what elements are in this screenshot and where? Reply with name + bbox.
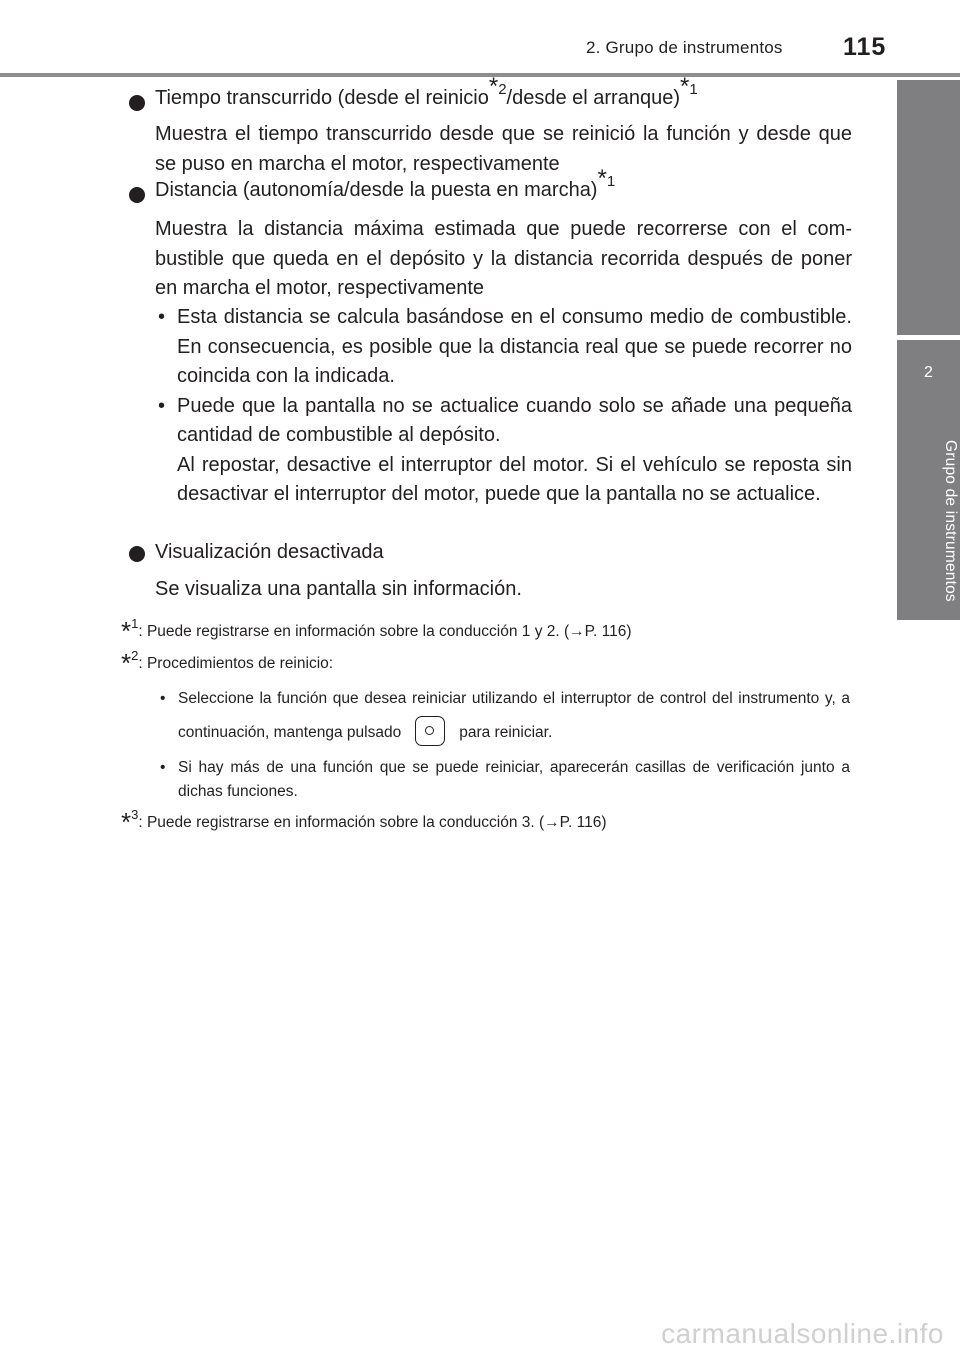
section-title: 2. Grupo de instrumentos [586,38,783,57]
watermark: carmanualsonline.info [661,1318,944,1349]
bullet-icon: • [158,306,166,328]
item-heading: Tiempo transcurrido (desde el reinicio$^{*2}$/desde el arranque)$^{*1}$ [155,73,698,109]
footnote-sub-item: • Seleccione la función que desea reiniciar utilizando el interruptor de control del instrumento y, a continuación, mantenga pulsado para reiniciar. [160,682,850,750]
bullet-icon [129,546,145,562]
footnote-star: * [597,165,607,193]
item-heading: Visualización desactivada [155,541,384,563]
footnote: *$^3$: Puede registrarse en información sobre la conducción 3. (→P. 116) [121,807,607,837]
arrow-icon: → [544,814,560,831]
reset-button-icon [415,716,445,746]
chapter-tab[interactable] [897,340,960,620]
note-item-continued: Al repostar, desactive el interruptor del motor. Si el vehículo se reposta sin desactivar el interruptor del motor, puede que la pantalla no se actualice. [177,453,852,505]
item-heading: Distancia (autonomía/desde la puesta en marcha)$^{*1}$ [155,165,616,201]
item-description: Muestra la distancia máxima estimada que puede recorrerse con el combustible que queda en el depósito y la distancia recorrida después de poner en marcha el motor, respectivamente [155,218,852,299]
footnote: *$^1$: Puede registrarse en información sobre la conducción 1 y 2. (→P. 116) [121,616,632,646]
arrow-icon: → [569,623,585,640]
bullet-icon [129,187,145,203]
note-item: • Esta distancia se calcula basándose en el consumo medio de combustible. En consecuencia, es posible que la distancia real que se puede recorrer no coincida con la indicada. [155,303,852,392]
bullet-icon: • [158,394,166,417]
note-list [155,303,852,510]
side-tab-spacer [897,80,960,335]
header-divider [0,73,960,77]
page-number: 115 [843,33,887,61]
footnote-sub-item: • Si hay más de una función que se puede reiniciar, aparecerán casillas de verificación junto a dichas funciones. [160,756,850,804]
chapter-title: Grupo de instrumentos [942,440,959,602]
bullet-icon [129,95,145,111]
footnote: *$^2$: Procedimientos de reinicio: [121,648,334,678]
bullet-icon: • [160,759,166,776]
item-description: Muestra el tiempo transcurrido desde que se reinició la función y desde que se puso en marcha el motor, respectivamente [155,123,852,175]
item-description: Se visualiza una pantalla sin información. [155,578,522,600]
footnote-sub-list [160,682,850,804]
footnote-star: * [680,73,690,101]
bullet-icon: • [160,690,166,707]
chapter-number: 2 [924,364,933,381]
note-item: • Puede que la pantalla no se actualice cuando solo se añade una pequeña cantidad de combustible al depósito. [155,392,852,451]
footnote-star: * [488,73,499,101]
